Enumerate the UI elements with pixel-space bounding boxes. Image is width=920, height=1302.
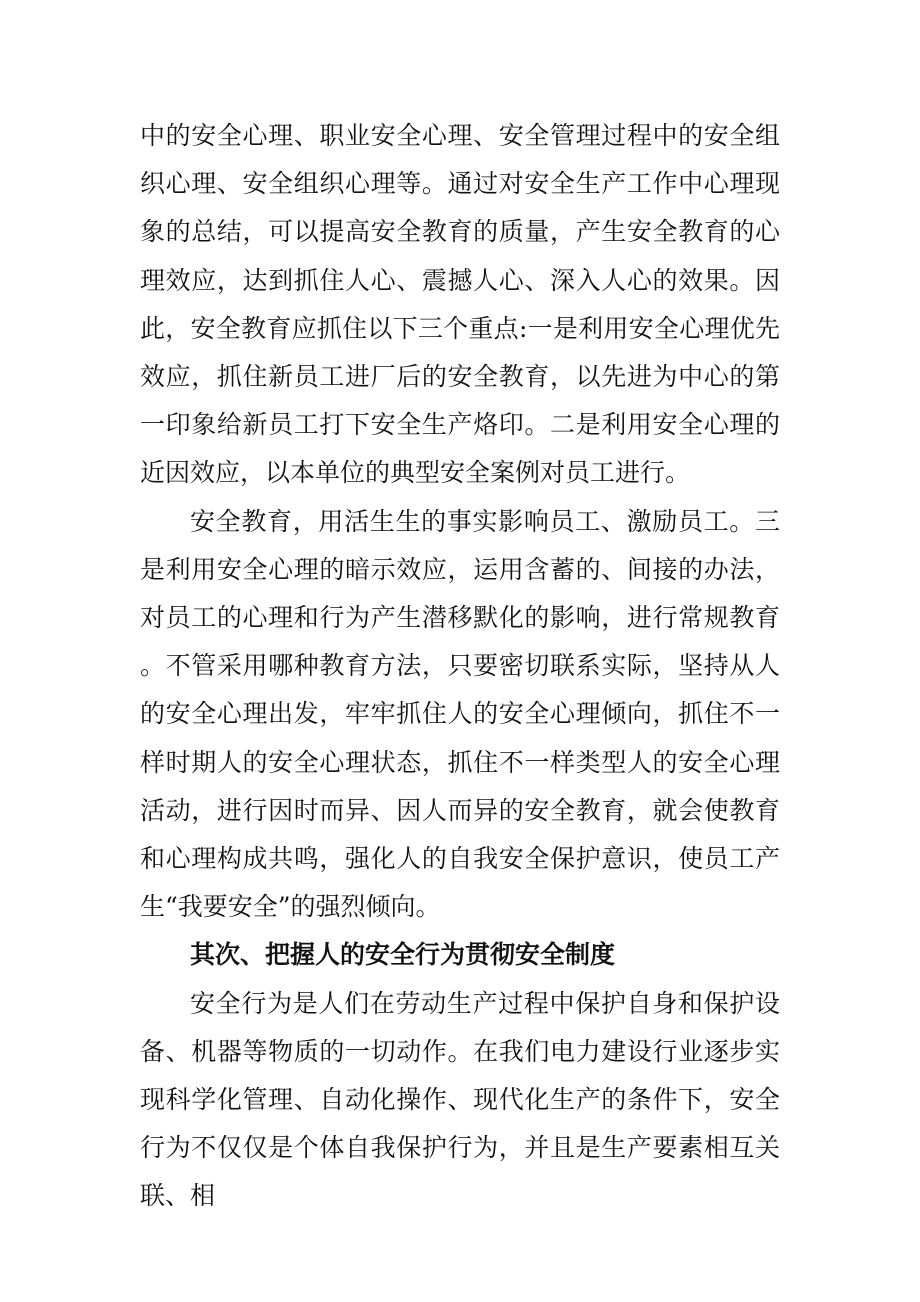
paragraph-3: 安全行为是人们在劳动生产过程中保护自身和保护设备、机器等物质的一切动作。在我们电力建设行业逐步实现科学化管理、自动化操作、现代化生产的条件下，安全行为不仅仅是个体自我保护行为，并且是生产要素相互关联、相 xyxy=(140,988,780,1211)
section-heading: 其次、把握人的安全行为贯彻安全制度 xyxy=(190,940,616,970)
paragraph-1: 中的安全心理、职业安全心理、安全管理过程中的安全组织心理、安全组织心理等。通过对安全生产工作中心理现象的总结，可以提高安全教育的质量，产生安全教育的心理效应，达到抓住人心、震撼人心、深入人心的效果。因此，安全教育应抓住以下三个重点:一是利用安全心理优先效应，抓住新员工进厂后的安全教育，以先进为中心的第一印象给新员工打下安全生产烙印。二是利用安全心理的近因效应，以本单位的典型安全案例对员工进行。 xyxy=(140,121,780,488)
document-body xyxy=(140,112,780,1221)
paragraph-2: 安全教育，用活生生的事实影响员工、激励员工。三是利用安全心理的暗示效应，运用含蓄的、间接的办法，对员工的心理和行为产生潜移默化的影响，进行常规教育。不管采用哪种教育方法，只要密切联系实际，坚持从人的安全心理出发，牢牢抓住人的安全心理倾向，抓住不一样时期人的安全心理状态，抓住不一样类型人的安全心理活动，进行因时而异、因人而异的安全教育，就会使教育和心理构成共鸣，强化人的自我安全保护意识，使员工产生“我要安全”的强烈倾向。 xyxy=(140,506,780,922)
